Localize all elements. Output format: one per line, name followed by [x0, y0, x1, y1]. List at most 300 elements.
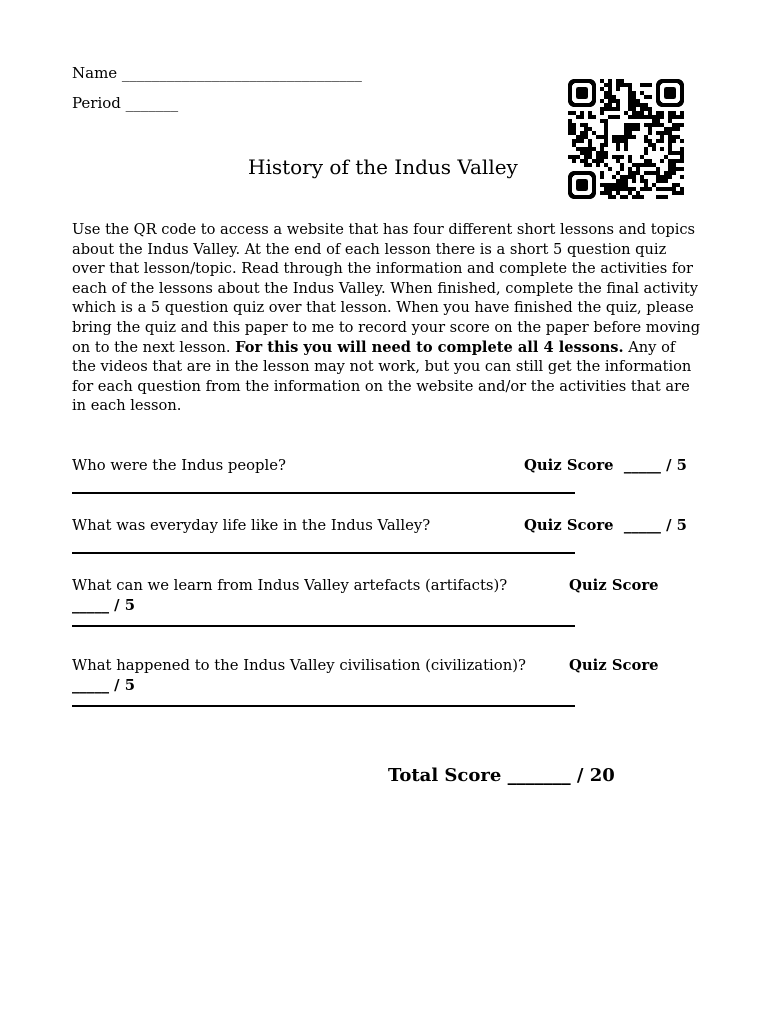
qr-module: [608, 103, 612, 107]
qr-module: [616, 187, 620, 191]
qr-module: [676, 123, 680, 127]
qr-module: [604, 95, 608, 99]
qr-module: [620, 79, 624, 83]
qr-module: [568, 127, 572, 131]
qr-module: [616, 99, 620, 103]
qr-module: [640, 187, 644, 191]
qr-module: [576, 147, 580, 151]
qr-module: [668, 147, 672, 151]
qr-module: [644, 171, 648, 175]
qr-module: [656, 131, 660, 135]
qr-module: [644, 179, 648, 183]
qr-module: [676, 115, 680, 119]
qr-module: [648, 187, 652, 191]
qr-module: [624, 83, 628, 87]
qr-module: [612, 115, 616, 119]
qr-module: [640, 107, 644, 111]
qr-module: [620, 175, 624, 179]
qr-module: [616, 159, 620, 163]
qr-module: [580, 139, 584, 143]
qr-module: [572, 111, 576, 115]
qr-module: [644, 123, 648, 127]
qr-finder-bottom-left-icon: [568, 171, 596, 199]
qr-module: [640, 195, 644, 199]
quiz-score-label-text: Quiz Score: [524, 457, 614, 474]
qr-module: [600, 111, 604, 115]
qr-module: [632, 179, 636, 183]
qr-module: [568, 131, 572, 135]
qr-module: [620, 195, 624, 199]
qr-module: [600, 147, 604, 151]
qr-module: [572, 127, 576, 131]
qr-module: [664, 127, 668, 131]
qr-module: [572, 131, 576, 135]
qr-module: [652, 123, 656, 127]
qr-module: [640, 163, 644, 167]
qr-module: [676, 167, 680, 171]
qr-module: [632, 171, 636, 175]
period-field[interactable]: Period _______: [72, 94, 179, 112]
qr-module: [668, 159, 672, 163]
qr-module: [628, 167, 632, 171]
qr-module: [608, 99, 612, 103]
qr-module: [660, 135, 664, 139]
qr-module: [680, 111, 684, 115]
qr-module: [600, 171, 604, 175]
total-score[interactable]: Total Score _______ / 20: [388, 765, 615, 786]
qr-module: [596, 163, 600, 167]
qr-module: [608, 87, 612, 91]
qr-module: [644, 139, 648, 143]
qr-module: [644, 103, 648, 107]
qr-module: [672, 163, 676, 167]
qr-module: [680, 159, 684, 163]
qr-module: [588, 127, 592, 131]
qr-module: [632, 115, 636, 119]
qr-module: [680, 139, 684, 143]
qr-module: [588, 115, 592, 119]
qr-module: [604, 187, 608, 191]
qr-module: [620, 179, 624, 183]
qr-module: [668, 143, 672, 147]
qr-module: [616, 171, 620, 175]
qr-module: [588, 143, 592, 147]
qr-module: [588, 139, 592, 143]
qr-module: [628, 155, 632, 159]
qr-module: [672, 139, 676, 143]
qr-module: [600, 155, 604, 159]
qr-module: [572, 143, 576, 147]
qr-module: [636, 163, 640, 167]
qr-module: [588, 111, 592, 115]
qr-module: [676, 159, 680, 163]
qr-module: [648, 163, 652, 167]
qr-module: [608, 195, 612, 199]
qr-module: [592, 147, 596, 151]
instructions-bold-text: For this you will need to complete all 4 lessons.: [235, 338, 624, 356]
qr-module: [672, 187, 676, 191]
quiz-score-blank[interactable]: _____ / 5: [623, 517, 687, 534]
qr-module: [648, 115, 652, 119]
qr-module: [680, 151, 684, 155]
qr-module: [656, 195, 660, 199]
qr-module: [644, 163, 648, 167]
qr-module: [672, 111, 676, 115]
qr-module: [628, 115, 632, 119]
qr-module: [648, 127, 652, 131]
qr-module: [572, 155, 576, 159]
qr-module: [660, 115, 664, 119]
qr-module: [600, 175, 604, 179]
qr-module: [652, 115, 656, 119]
qr-module: [608, 191, 612, 195]
qr-module: [604, 83, 608, 87]
qr-module: [668, 163, 672, 167]
qr-module: [584, 123, 588, 127]
qr-module: [632, 111, 636, 115]
qr-module: [604, 163, 608, 167]
qr-module: [616, 103, 620, 107]
qr-module: [628, 87, 632, 91]
qr-module: [612, 155, 616, 159]
qr-module: [632, 195, 636, 199]
qr-module: [680, 175, 684, 179]
qr-module: [572, 159, 576, 163]
qr-module: [628, 187, 632, 191]
qr-module: [644, 151, 648, 155]
qr-module: [668, 171, 672, 175]
qr-module: [608, 187, 612, 191]
qr-module: [628, 83, 632, 87]
qr-module: [648, 83, 652, 87]
qr-module: [660, 147, 664, 151]
qr-module: [660, 175, 664, 179]
qr-module: [664, 175, 668, 179]
qr-module: [676, 191, 680, 195]
lesson-question: What was everyday life like in the Indus Valley?: [72, 517, 431, 534]
qr-module: [672, 191, 676, 195]
qr-module: [632, 99, 636, 103]
qr-module: [660, 179, 664, 183]
qr-module: [668, 175, 672, 179]
qr-module: [636, 103, 640, 107]
qr-module: [568, 119, 572, 123]
quiz-score-label: [524, 516, 687, 536]
qr-module: [580, 115, 584, 119]
qr-module: [652, 183, 656, 187]
qr-module: [636, 167, 640, 171]
qr-module: [612, 195, 616, 199]
qr-module: [636, 115, 640, 119]
qr-module: [632, 187, 636, 191]
qr-module: [596, 155, 600, 159]
qr-finder-top-right-icon: [656, 79, 684, 107]
quiz-score-blank[interactable]: _____ / 5: [72, 597, 135, 614]
qr-module: [620, 167, 624, 171]
qr-module: [640, 115, 644, 119]
qr-module: [668, 127, 672, 131]
qr-finder-top-left-icon: [568, 79, 596, 107]
qr-module: [648, 171, 652, 175]
qr-module: [644, 187, 648, 191]
qr-module: [656, 123, 660, 127]
qr-module: [676, 127, 680, 131]
qr-module: [668, 131, 672, 135]
qr-module: [608, 107, 612, 111]
qr-module: [648, 159, 652, 163]
lesson-question: What can we learn from Indus Valley artefacts (artifacts)?: [72, 577, 508, 594]
qr-module: [660, 187, 664, 191]
quiz-score-label: Quiz Score: [569, 577, 659, 594]
qr-module: [652, 143, 656, 147]
qr-module: [604, 155, 608, 159]
qr-module: [584, 135, 588, 139]
qr-module: [600, 159, 604, 163]
qr-module: [680, 147, 684, 151]
qr-module: [624, 179, 628, 183]
qr-module: [624, 183, 628, 187]
qr-module: [612, 175, 616, 179]
qr-module: [580, 123, 584, 127]
qr-module: [660, 159, 664, 163]
qr-module: [656, 139, 660, 143]
qr-module: [620, 187, 624, 191]
qr-module: [624, 175, 628, 179]
qr-module: [604, 191, 608, 195]
qr-module: [644, 115, 648, 119]
qr-module: [680, 115, 684, 119]
qr-module: [608, 83, 612, 87]
qr-module: [648, 95, 652, 99]
qr-module: [644, 147, 648, 151]
qr-module: [648, 123, 652, 127]
qr-module: [632, 91, 636, 95]
qr-module: [660, 195, 664, 199]
name-field[interactable]: Name ________________________________: [72, 64, 362, 82]
qr-module: [656, 187, 660, 191]
qr-module: [592, 131, 596, 135]
qr-module: [584, 147, 588, 151]
qr-module: [640, 175, 644, 179]
qr-module: [608, 91, 612, 95]
qr-module: [636, 99, 640, 103]
quiz-score-label: [524, 456, 687, 476]
quiz-score-label: Quiz Score: [569, 657, 659, 674]
qr-module: [668, 119, 672, 123]
qr-module: [612, 99, 616, 103]
qr-module: [608, 95, 612, 99]
qr-module: [584, 131, 588, 135]
qr-module: [680, 191, 684, 195]
qr-module: [652, 171, 656, 175]
qr-module: [640, 111, 644, 115]
qr-module: [632, 107, 636, 111]
qr-module: [644, 95, 648, 99]
qr-module: [672, 167, 676, 171]
qr-module: [640, 103, 644, 107]
qr-module: [576, 139, 580, 143]
qr-module: [628, 99, 632, 103]
instructions-text-2: Any of the videos that are in the lesson may not work, but you can still get the information for each question from the information on the website and/or the activities that are in each lesson.: [72, 338, 692, 415]
qr-module: [672, 115, 676, 119]
qr-module: [608, 167, 612, 171]
qr-module: [648, 111, 652, 115]
qr-module: [600, 87, 604, 91]
qr-module: [568, 111, 572, 115]
qr-module: [640, 179, 644, 183]
qr-module: [592, 115, 596, 119]
quiz-score-blank[interactable]: _____ / 5: [72, 677, 135, 694]
qr-module: [616, 79, 620, 83]
qr-module: [612, 107, 616, 111]
qr-module: [660, 123, 664, 127]
qr-module: [580, 131, 584, 135]
qr-module: [680, 187, 684, 191]
qr-module: [580, 135, 584, 139]
qr-module: [616, 115, 620, 119]
qr-module: [672, 135, 676, 139]
qr-module: [584, 127, 588, 131]
qr-code-icon[interactable]: [568, 79, 684, 199]
qr-module: [596, 159, 600, 163]
answer-line[interactable]: [72, 552, 575, 554]
qr-module: [572, 123, 576, 127]
qr-module: [632, 95, 636, 99]
qr-module: [664, 155, 668, 159]
qr-module: [656, 171, 660, 175]
qr-module: [672, 159, 676, 163]
qr-module: [580, 159, 584, 163]
qr-module: [648, 143, 652, 147]
qr-module: [660, 111, 664, 115]
qr-module: [600, 143, 604, 147]
qr-module: [608, 115, 612, 119]
qr-module: [644, 135, 648, 139]
qr-module: [616, 83, 620, 87]
qr-module: [664, 131, 668, 135]
qr-module: [676, 183, 680, 187]
qr-module: [644, 183, 648, 187]
qr-module: [612, 187, 616, 191]
qr-module: [628, 191, 632, 195]
answer-line[interactable]: [72, 492, 575, 494]
qr-module: [604, 107, 608, 111]
qr-module: [656, 119, 660, 123]
qr-module: [604, 139, 608, 143]
qr-module: [592, 159, 596, 163]
qr-module: [652, 147, 656, 151]
qr-module: [680, 155, 684, 159]
qr-module: [616, 191, 620, 195]
qr-module: [644, 159, 648, 163]
qr-module: [624, 195, 628, 199]
qr-module: [664, 179, 668, 183]
qr-module: [632, 163, 636, 167]
qr-module: [636, 191, 640, 195]
qr-module: [600, 183, 604, 187]
qr-module: [604, 119, 608, 123]
qr-module: [616, 183, 620, 187]
qr-module: [604, 103, 608, 107]
qr-module: [668, 187, 672, 191]
qr-module: [600, 191, 604, 195]
qr-module: [672, 127, 676, 131]
qr-module: [584, 155, 588, 159]
qr-module: [616, 107, 620, 111]
qr-module: [580, 147, 584, 151]
qr-module: [604, 183, 608, 187]
answer-line[interactable]: [72, 705, 575, 707]
qr-module: [672, 151, 676, 155]
qr-module: [620, 83, 624, 87]
qr-module: [640, 155, 644, 159]
qr-module: [632, 103, 636, 107]
qr-module: [604, 91, 608, 95]
qr-module: [616, 155, 620, 159]
qr-module: [600, 107, 604, 111]
qr-module: [620, 163, 624, 167]
qr-module: [572, 139, 576, 143]
qr-module: [668, 111, 672, 115]
qr-module: [680, 123, 684, 127]
answer-line[interactable]: [72, 625, 575, 627]
qr-module: [588, 155, 592, 159]
qr-module: [616, 179, 620, 183]
qr-module: [636, 195, 640, 199]
qr-module: [656, 179, 660, 183]
qr-module: [640, 91, 644, 95]
qr-module: [628, 175, 632, 179]
qr-module: [668, 167, 672, 171]
qr-module: [648, 139, 652, 143]
qr-module: [680, 167, 684, 171]
page-title: History of the Indus Valley: [248, 155, 518, 179]
qr-module: [604, 143, 608, 147]
quiz-score-blank[interactable]: _____ / 5: [623, 457, 687, 474]
qr-module: [600, 151, 604, 155]
qr-module: [584, 163, 588, 167]
qr-module: [628, 171, 632, 175]
qr-module: [600, 99, 604, 103]
qr-module: [648, 107, 652, 111]
lesson-question: Who were the Indus people?: [72, 457, 286, 474]
qr-module: [604, 131, 608, 135]
qr-module: [672, 171, 676, 175]
qr-module: [576, 115, 580, 119]
qr-module: [616, 87, 620, 91]
qr-module: [656, 111, 660, 115]
qr-module: [584, 151, 588, 155]
qr-module: [664, 195, 668, 199]
qr-module: [628, 107, 632, 111]
qr-module: [656, 175, 660, 179]
qr-module: [664, 187, 668, 191]
qr-module: [588, 147, 592, 151]
qr-module: [628, 95, 632, 99]
qr-module: [672, 183, 676, 187]
qr-module: [588, 151, 592, 155]
qr-module: [676, 135, 680, 139]
qr-module: [608, 183, 612, 187]
qr-module: [576, 155, 580, 159]
instructions-paragraph: [72, 220, 702, 416]
qr-module: [596, 135, 600, 139]
qr-module: [632, 175, 636, 179]
qr-module: [568, 155, 572, 159]
qr-module: [620, 155, 624, 159]
qr-module: [648, 131, 652, 135]
qr-module: [604, 151, 608, 155]
